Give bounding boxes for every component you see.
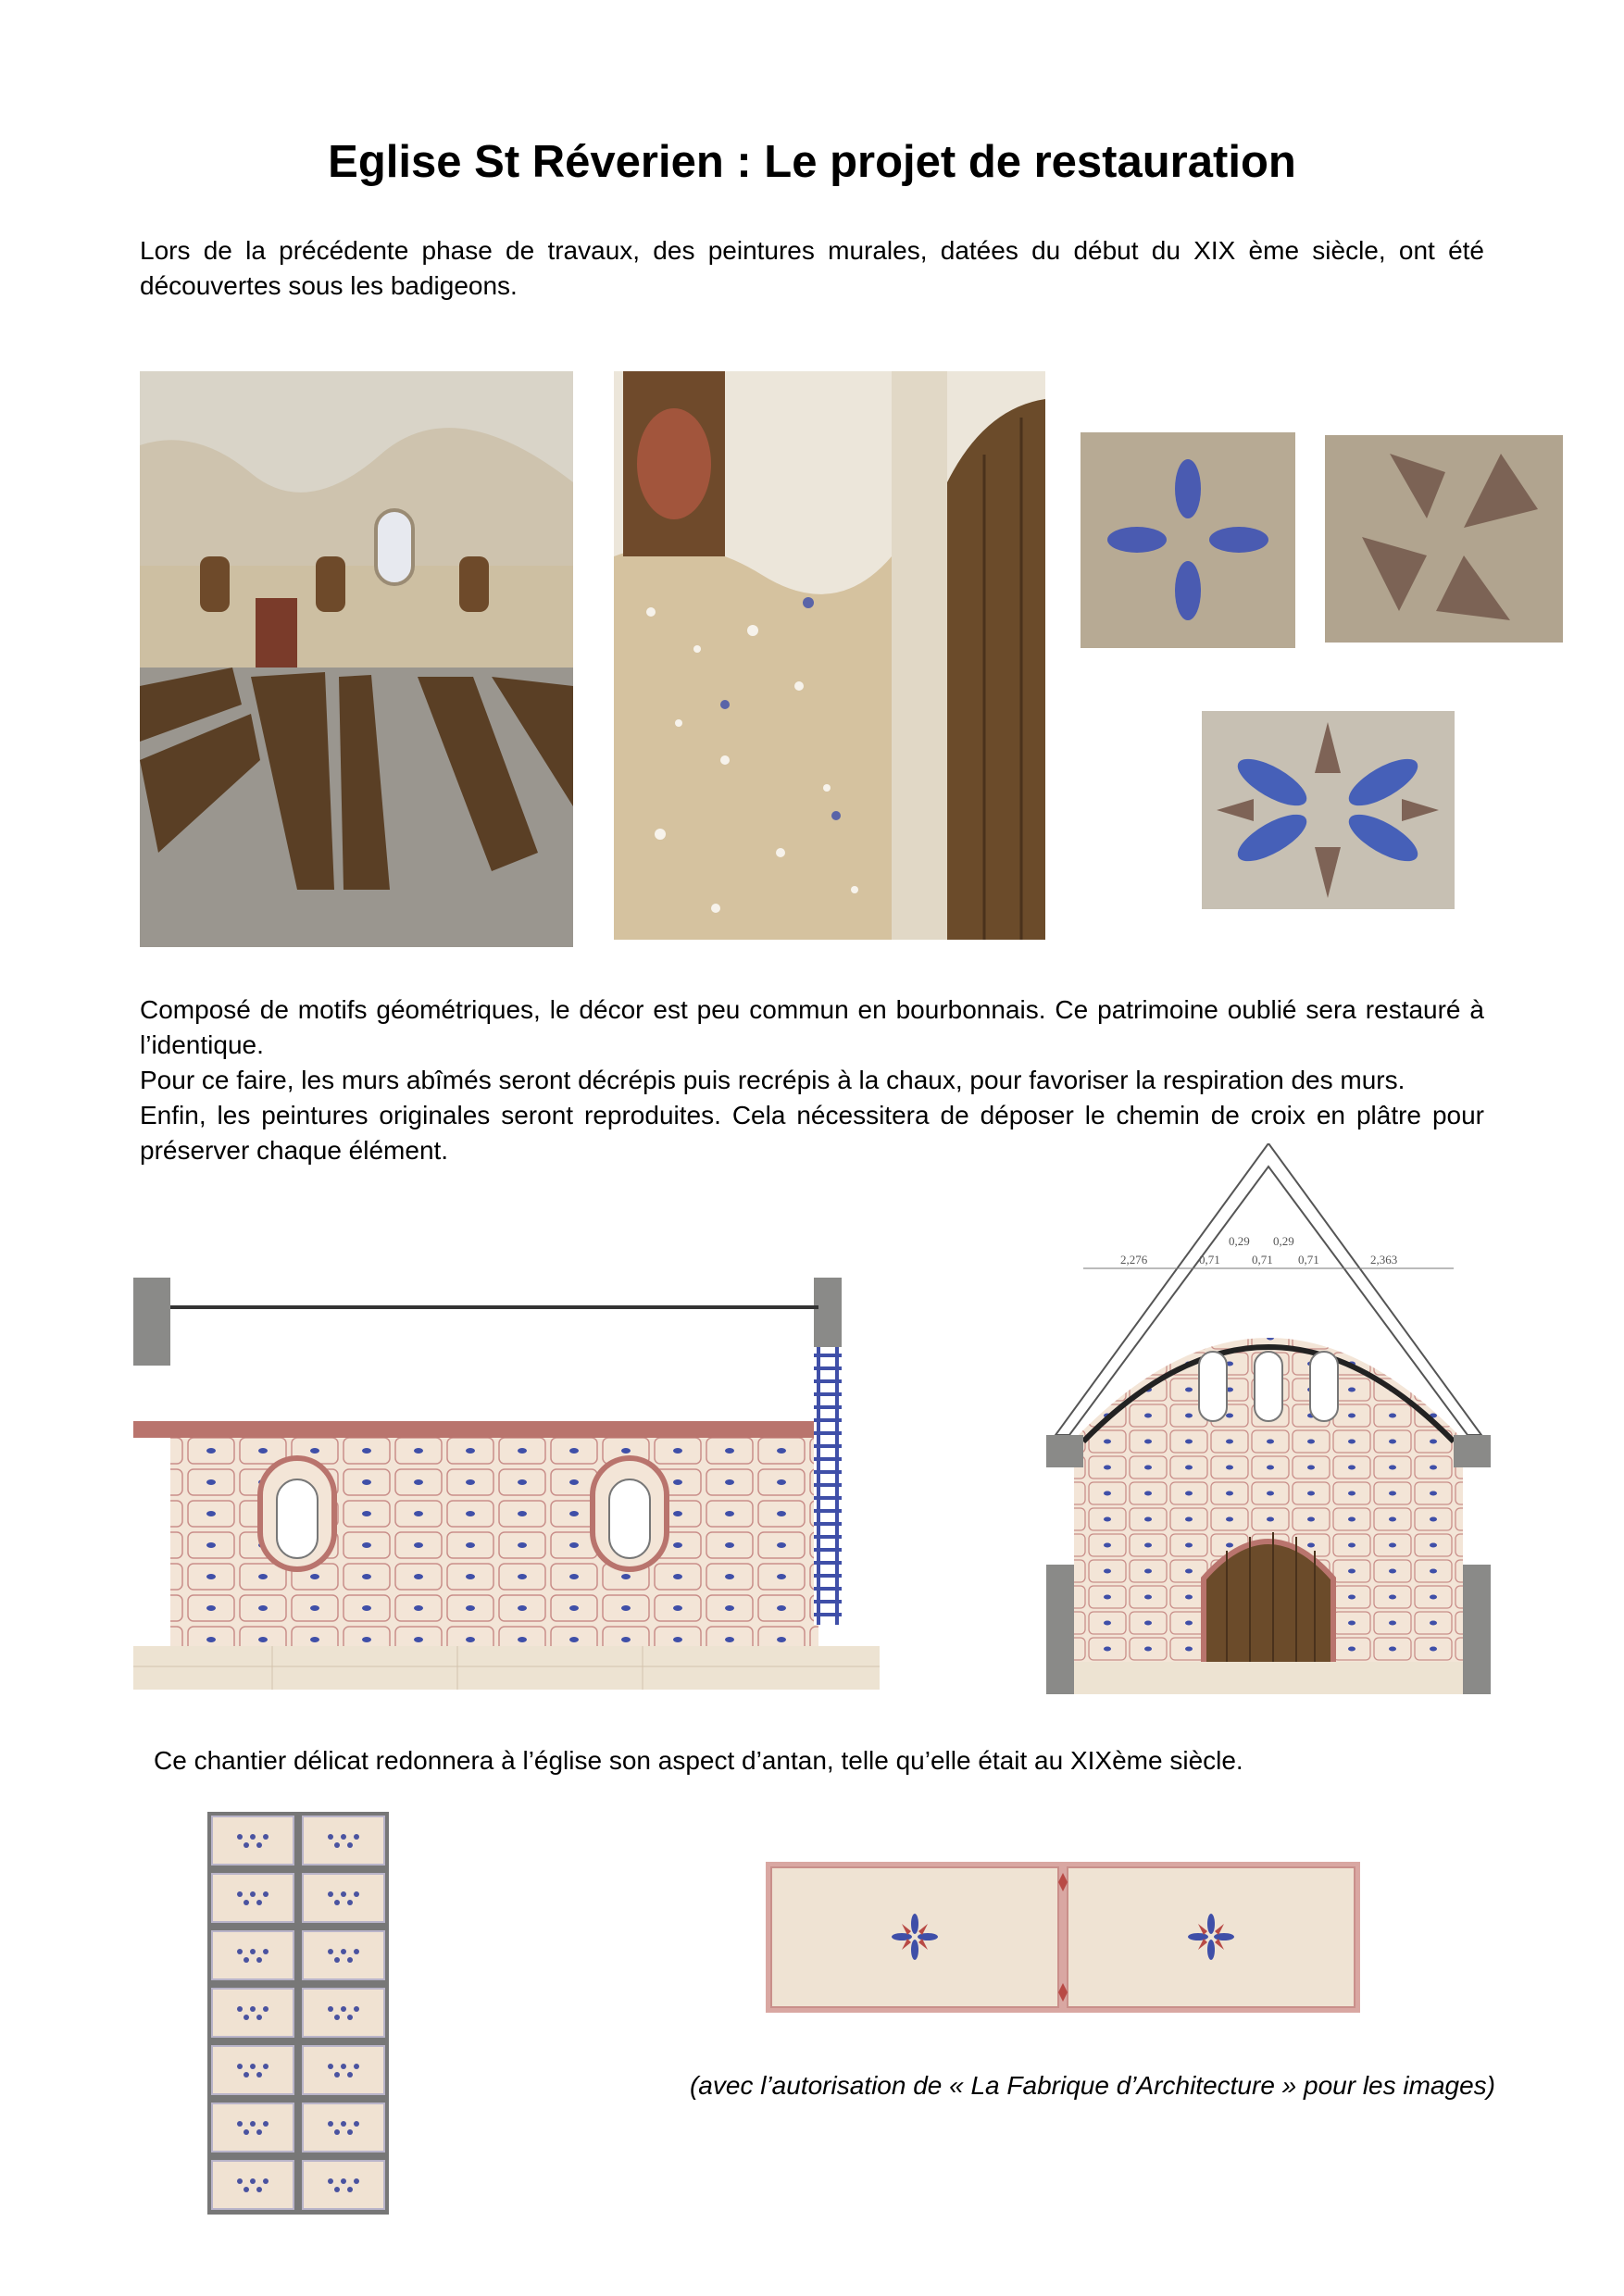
image-credit: (avec l’autorisation de « La Fabrique d’Architecture » pour les images) xyxy=(689,2071,1495,2100)
restoration-line-1: Composé de motifs géométriques, le décor est peu commun en bourbonnais. Ce patrimoine oublié sera restauré à l’identique. xyxy=(140,995,1484,1059)
brick-pattern-detail xyxy=(207,1812,389,2215)
closing-caption: Ce chantier délicat redonnera à l’église son aspect d’antan, telle qu’elle était au XIXème siècle. xyxy=(154,1746,1243,1775)
motif-star-photo xyxy=(1202,711,1455,909)
dim-label-5: 0,29 xyxy=(1273,1234,1294,1248)
dim-label-1: 2,276 xyxy=(1120,1253,1148,1267)
restoration-paragraph xyxy=(140,992,1484,1168)
motif-blue-photo xyxy=(1081,432,1295,648)
side-wall-elevation-drawing xyxy=(133,1278,880,1690)
motif-brown-photo xyxy=(1325,435,1563,643)
page-title: Eglise St Réverien : Le projet de restauration xyxy=(328,137,1296,187)
church-interior-photo xyxy=(140,371,573,947)
wall-detail-photo xyxy=(614,371,1045,940)
restoration-line-3: Enfin, les peintures originales seront reproduites. Cela nécessitera de déposer le chemin de croix en plâtre pour préserver chaque élément. xyxy=(140,1101,1484,1165)
dim-label-4: 0,71 xyxy=(1252,1253,1273,1267)
panel-pattern-detail xyxy=(766,1862,1360,2013)
dim-label-3: 0,71 xyxy=(1199,1253,1220,1267)
dim-label-2: 0,29 xyxy=(1229,1234,1250,1248)
restoration-line-2: Pour ce faire, les murs abîmés seront décrépis puis recrépis à la chaux, pour favoriser la respiration des murs. xyxy=(140,1066,1405,1094)
gable-wall-elevation-drawing xyxy=(1046,1143,1491,1694)
dim-label-7: 2,363 xyxy=(1370,1253,1398,1267)
intro-paragraph: Lors de la précédente phase de travaux, des peintures murales, datées du début du XIX ème siècle, ont été découvertes sous les badigeons. xyxy=(140,236,1484,300)
dim-label-6: 0,71 xyxy=(1298,1253,1319,1267)
